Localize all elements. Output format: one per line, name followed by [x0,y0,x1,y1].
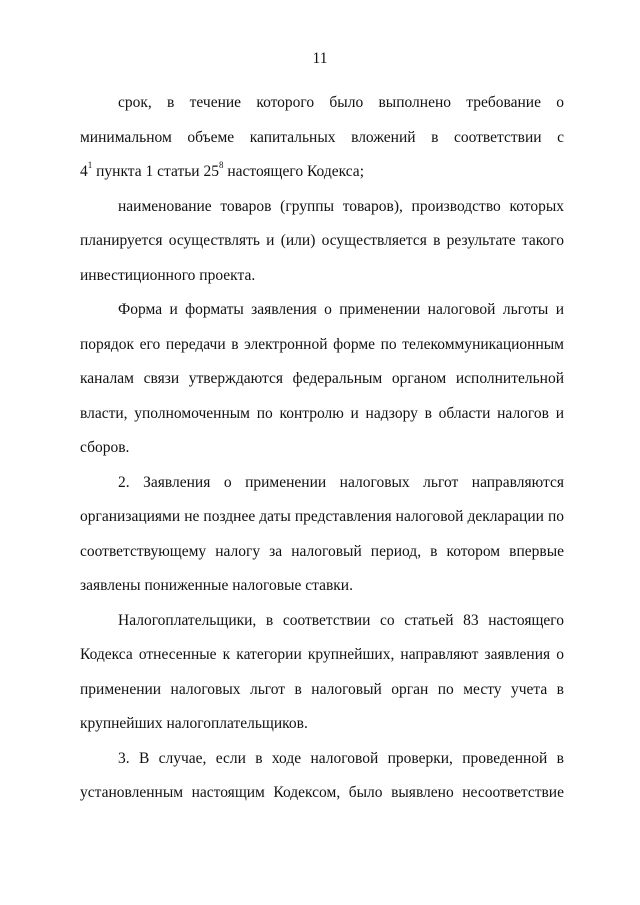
page-number: 11 [312,50,328,67]
paragraph-line: организациями не позднее даты представления налоговой декларации по [80,508,564,525]
paragraph-line: установленным настоящим Кодексом, было выявлено несоответствие [80,784,564,801]
paragraph-line: заявлены пониженные налоговые ставки. [80,577,353,594]
paragraph-line: крупнейших налогоплательщиков. [80,715,308,732]
superscript: 8 [218,159,224,170]
paragraph-3 [80,293,564,466]
text-fragment: 4 [80,163,88,180]
paragraph-line: 2. Заявления о применении налоговых льгот направляются [118,473,564,491]
paragraph-line: применении налоговых льгот в налоговый орган по месту учета в [80,680,564,698]
paragraph-4 [80,466,564,604]
paragraph-line: минимальном объеме капитальных вложений в соответствии с [80,128,564,146]
paragraph-line: сборов. [80,439,130,456]
document-body [80,86,564,811]
paragraph-line [80,155,564,190]
paragraph-line: власти, уполномоченным по контролю и надзору в области налогов и [80,404,564,422]
paragraph-line: 3. В случае, если в ходе налоговой проверки, проведенной в [118,749,564,767]
text-fragment: настоящего Кодекса; [223,163,364,180]
paragraph-5 [80,604,564,742]
paragraph-line: планируется осуществлять и (или) осуществляется в результате такого [80,232,564,249]
paragraph-line: Форма и форматы заявления о применении налоговой льготы и [118,301,564,318]
superscript: 1 [87,159,93,170]
paragraph-line: инвестиционного проекта. [80,266,256,284]
paragraph-line: соответствующему налогу за налоговый период, в котором впервые [80,542,564,560]
paragraph-line: Кодекса отнесенные к категории крупнейших, направляют заявления о [80,646,564,663]
paragraph-6 [80,742,564,811]
paragraph-line: каналам связи утверждаются федеральным органом исполнительной [80,370,564,387]
paragraph-2 [80,190,564,294]
paragraph-line: порядок его передачи в электронной форме по телекоммуникационным [80,335,564,353]
text-fragment: пункта 1 статьи 25 [92,163,219,180]
paragraph-line: Налогоплательщики, в соответствии со статьей 83 настоящего [118,611,564,629]
paragraph-line: наименование товаров (группы товаров), производство которых [118,197,564,215]
paragraph-line: срок, в течение которого было выполнено требование о [118,94,564,111]
paragraph-1 [80,86,564,190]
